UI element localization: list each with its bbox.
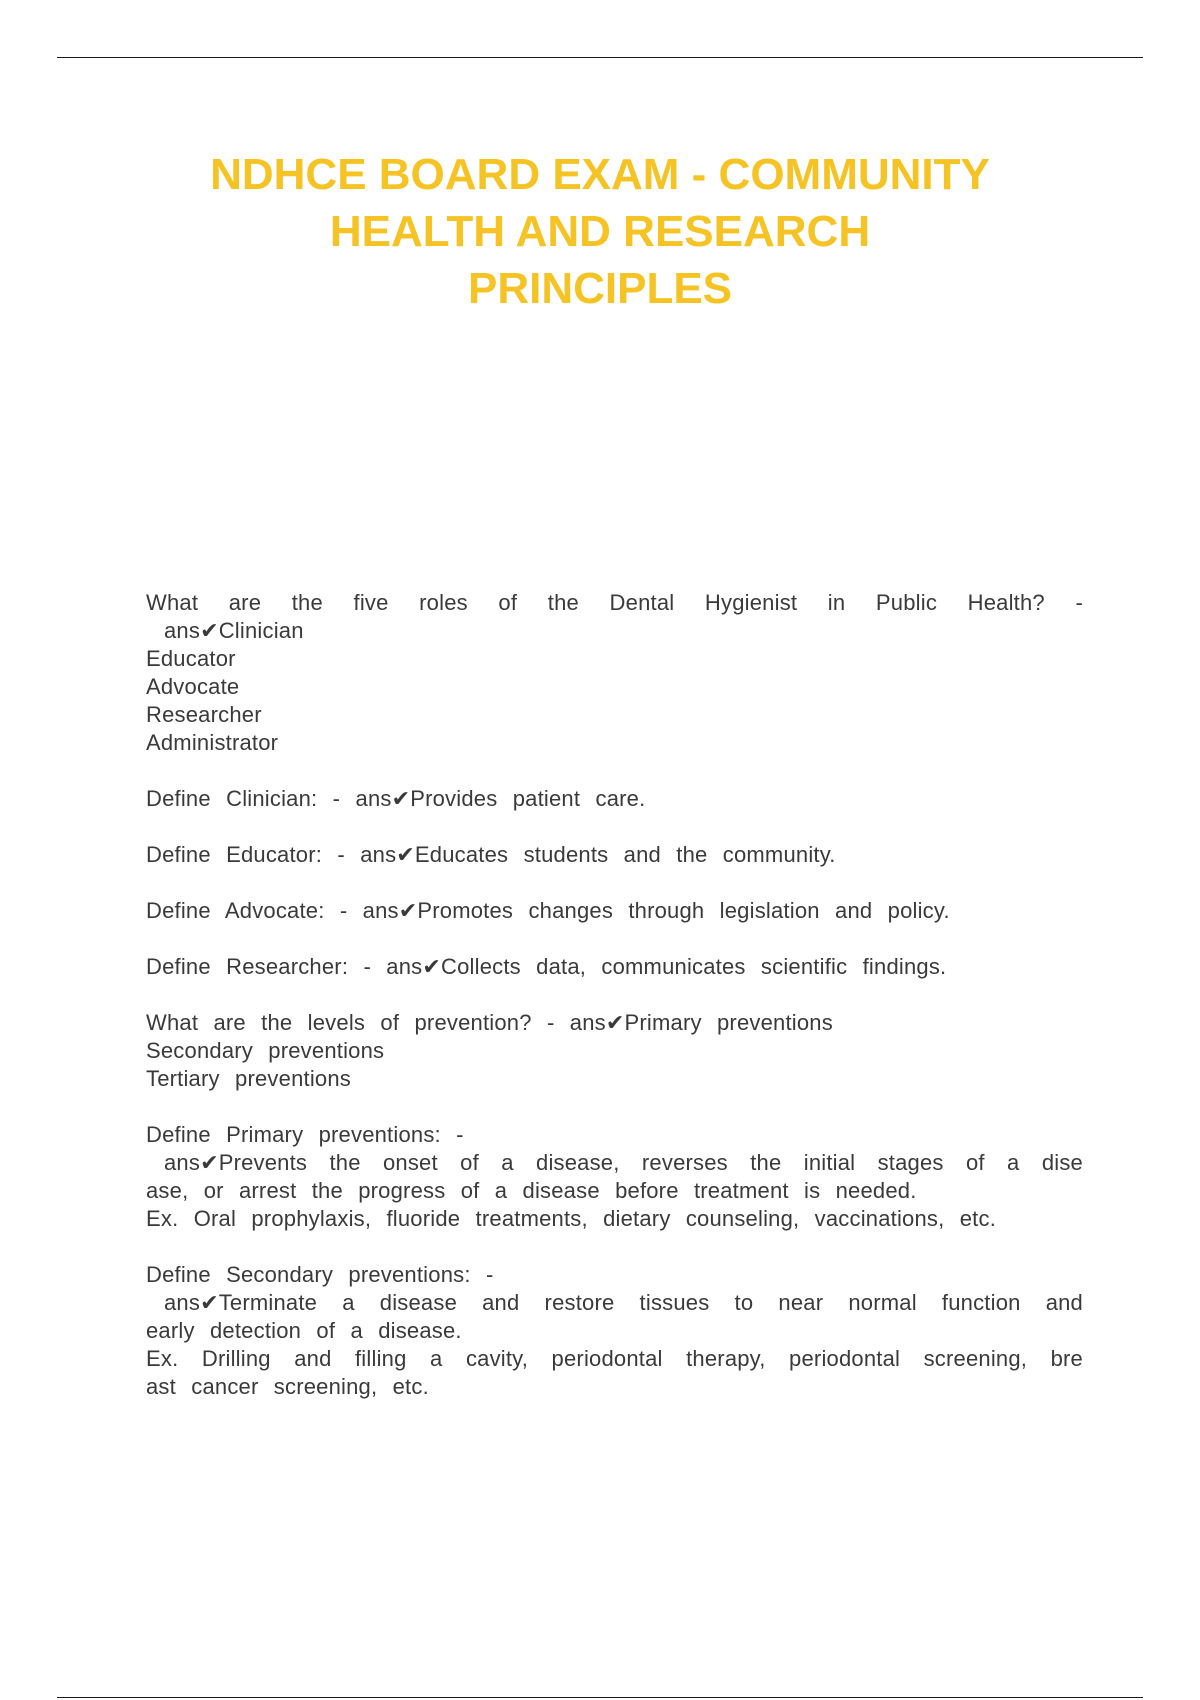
qa-line: Define Educator: - ans✔Educates students and the community.: [146, 842, 836, 867]
answer-line: Researcher: [146, 702, 262, 727]
top-rule: [57, 57, 1143, 58]
answer-line: ast cancer screening, etc.: [146, 1374, 429, 1399]
question-line: Define Secondary preventions: -: [146, 1262, 494, 1287]
qa-entry: [146, 841, 1083, 869]
answer-line: Advocate: [146, 674, 240, 699]
title-line: HEALTH AND RESEARCH: [329, 207, 871, 256]
title-line: PRINCIPLES: [467, 264, 733, 313]
bottom-rule: [57, 1697, 1143, 1698]
answer-line: Secondary preventions: [146, 1038, 385, 1063]
answer-line: early detection of a disease.: [146, 1318, 462, 1343]
qa-line: Define Advocate: - ans✔Promotes changes through legislation and policy.: [146, 898, 950, 923]
qa-entry: [146, 897, 1083, 925]
qa-entry: [146, 1121, 1083, 1233]
qa-entry: [146, 1009, 1083, 1093]
answer-line: ans✔Terminate a disease and restore tissues to near normal function and: [164, 1290, 1083, 1315]
answer-line: Ex. Drilling and filling a cavity, periodontal therapy, periodontal screening, bre: [146, 1346, 1083, 1371]
qa-list: [146, 589, 1083, 1429]
qa-entry: [146, 953, 1083, 981]
answer-line: ans✔Prevents the onset of a disease, reverses the initial stages of a dise: [164, 1150, 1083, 1175]
document-title: [100, 146, 1100, 317]
qa-entry: [146, 589, 1083, 757]
answer-line: Ex. Oral prophylaxis, fluoride treatments, dietary counseling, vaccinations, etc.: [146, 1206, 997, 1231]
title-line: NDHCE BOARD EXAM - COMMUNITY: [210, 150, 990, 199]
question-line: What are the levels of prevention? - ans✔Primary preventions: [146, 1010, 833, 1035]
answer-line: Tertiary preventions: [146, 1066, 351, 1091]
question-line: What are the five roles of the Dental Hygienist in Public Health? -: [146, 590, 1083, 615]
answer-line: ase, or arrest the progress of a disease before treatment is needed.: [146, 1178, 917, 1203]
answer-line: Administrator: [146, 730, 279, 755]
qa-entry: [146, 785, 1083, 813]
qa-line: Define Researcher: - ans✔Collects data, communicates scientific findings.: [146, 954, 947, 979]
qa-line: Define Clinician: - ans✔Provides patient care.: [146, 786, 646, 811]
answer-line: ans✔Clinician: [164, 618, 304, 643]
qa-entry: [146, 1261, 1083, 1401]
answer-line: Educator: [146, 646, 236, 671]
question-line: Define Primary preventions: -: [146, 1122, 464, 1147]
